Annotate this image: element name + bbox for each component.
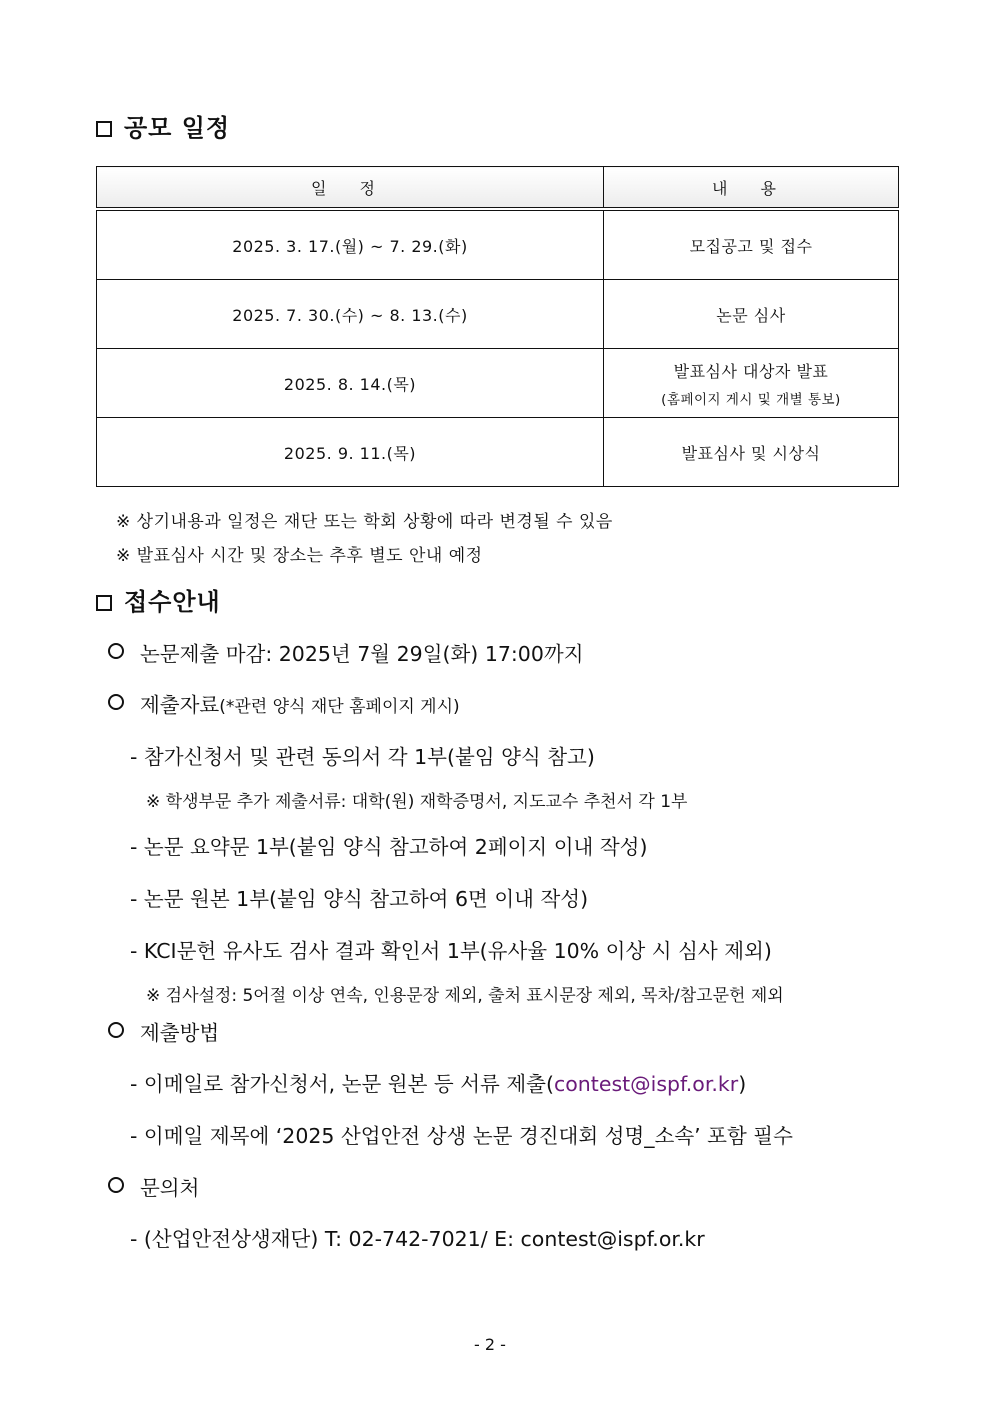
row-date: 2025. 7. 30.(수) ~ 8. 13.(수) (97, 280, 604, 349)
checkbox-square-icon (96, 121, 112, 137)
material-line: - 논문 요약문 1부(붙임 양식 참고하여 2페이지 이내 작성) (130, 835, 648, 859)
header-date: 일 정 (97, 167, 604, 210)
row-date: 2025. 3. 17.(월) ~ 7. 29.(화) (97, 209, 604, 280)
checkbox-square-icon (96, 595, 112, 611)
section-heading-submission (96, 582, 221, 617)
deadline-text: 논문제출 마감: 2025년 7월 29일(화) 17:00까지 (140, 642, 584, 666)
method-text: - 이메일로 참가신청서, 논문 원본 등 서류 제출( (130, 1072, 554, 1096)
schedule-note-1: ※ 상기내용과 일정은 재단 또는 학회 상황에 따라 변경될 수 있음 (116, 512, 613, 532)
table-row (97, 349, 899, 418)
row-date: 2025. 9. 11.(목) (97, 418, 604, 487)
contact-item (108, 1171, 199, 1201)
row-content-sub: (홈페이지 게시 및 개별 통보) (661, 391, 841, 408)
method-line-1 (130, 1067, 746, 1097)
materials-title: 제출자료 (140, 693, 220, 717)
section-heading-schedule (96, 108, 230, 143)
header-content: 내 용 (604, 167, 899, 210)
row-content: 모집공고 및 접수 (604, 209, 899, 280)
circle-bullet-icon (108, 1022, 124, 1038)
method-title: 제출방법 (140, 1021, 220, 1045)
circle-bullet-icon (108, 1177, 124, 1193)
material-line: - 논문 원본 1부(붙임 양식 참고하여 6면 이내 작성) (130, 887, 589, 911)
contact-title: 문의처 (140, 1176, 200, 1200)
materials-note: (*관련 양식 재단 홈페이지 게시) (219, 697, 460, 717)
schedule-table (96, 166, 899, 487)
table-row (97, 209, 899, 280)
contact-line: - (산업안전상생재단) T: 02-742-7021/ E: contest@ispf.or.kr (130, 1227, 705, 1251)
email-link[interactable]: contest@ispf.or.kr (553, 1072, 739, 1096)
material-note: ※ 학생부문 추가 제출서류: 대학(원) 재학증명서, 지도교수 추천서 각 1부 (146, 792, 688, 812)
deadline-item (108, 637, 584, 667)
table-row (97, 280, 899, 349)
schedule-note-2: ※ 발표심사 시간 및 장소는 추후 별도 안내 예정 (116, 546, 483, 566)
method-line-2: - 이메일 제목에 ‘2025 산업안전 상생 논문 경진대회 성명_소속’ 포함 필수 (130, 1124, 793, 1148)
method-text-end: ) (738, 1072, 747, 1096)
material-line: - 참가신청서 및 관련 동의서 각 1부(붙임 양식 참고) (130, 745, 595, 769)
row-content: 발표심사 및 시상식 (604, 418, 899, 487)
materials-item (108, 688, 460, 718)
circle-bullet-icon (108, 694, 124, 710)
method-item (108, 1016, 219, 1046)
row-date: 2025. 8. 14.(목) (97, 349, 604, 418)
page-number: - 2 - (474, 1335, 506, 1354)
section-title: 공모 일정 (124, 114, 231, 142)
row-content: 발표심사 대상자 발표 (673, 361, 829, 381)
table-header-row (97, 167, 899, 210)
section-title: 접수안내 (124, 588, 221, 616)
row-content-cell (604, 349, 899, 418)
row-content: 논문 심사 (604, 280, 899, 349)
table-row (97, 418, 899, 487)
material-line: - KCI문헌 유사도 검사 결과 확인서 1부(유사율 10% 이상 시 심사 제외) (130, 939, 772, 963)
circle-bullet-icon (108, 643, 124, 659)
material-note: ※ 검사설정: 5어절 이상 연속, 인용문장 제외, 출처 표시문장 제외, 목차/참고문헌 제외 (146, 986, 784, 1006)
